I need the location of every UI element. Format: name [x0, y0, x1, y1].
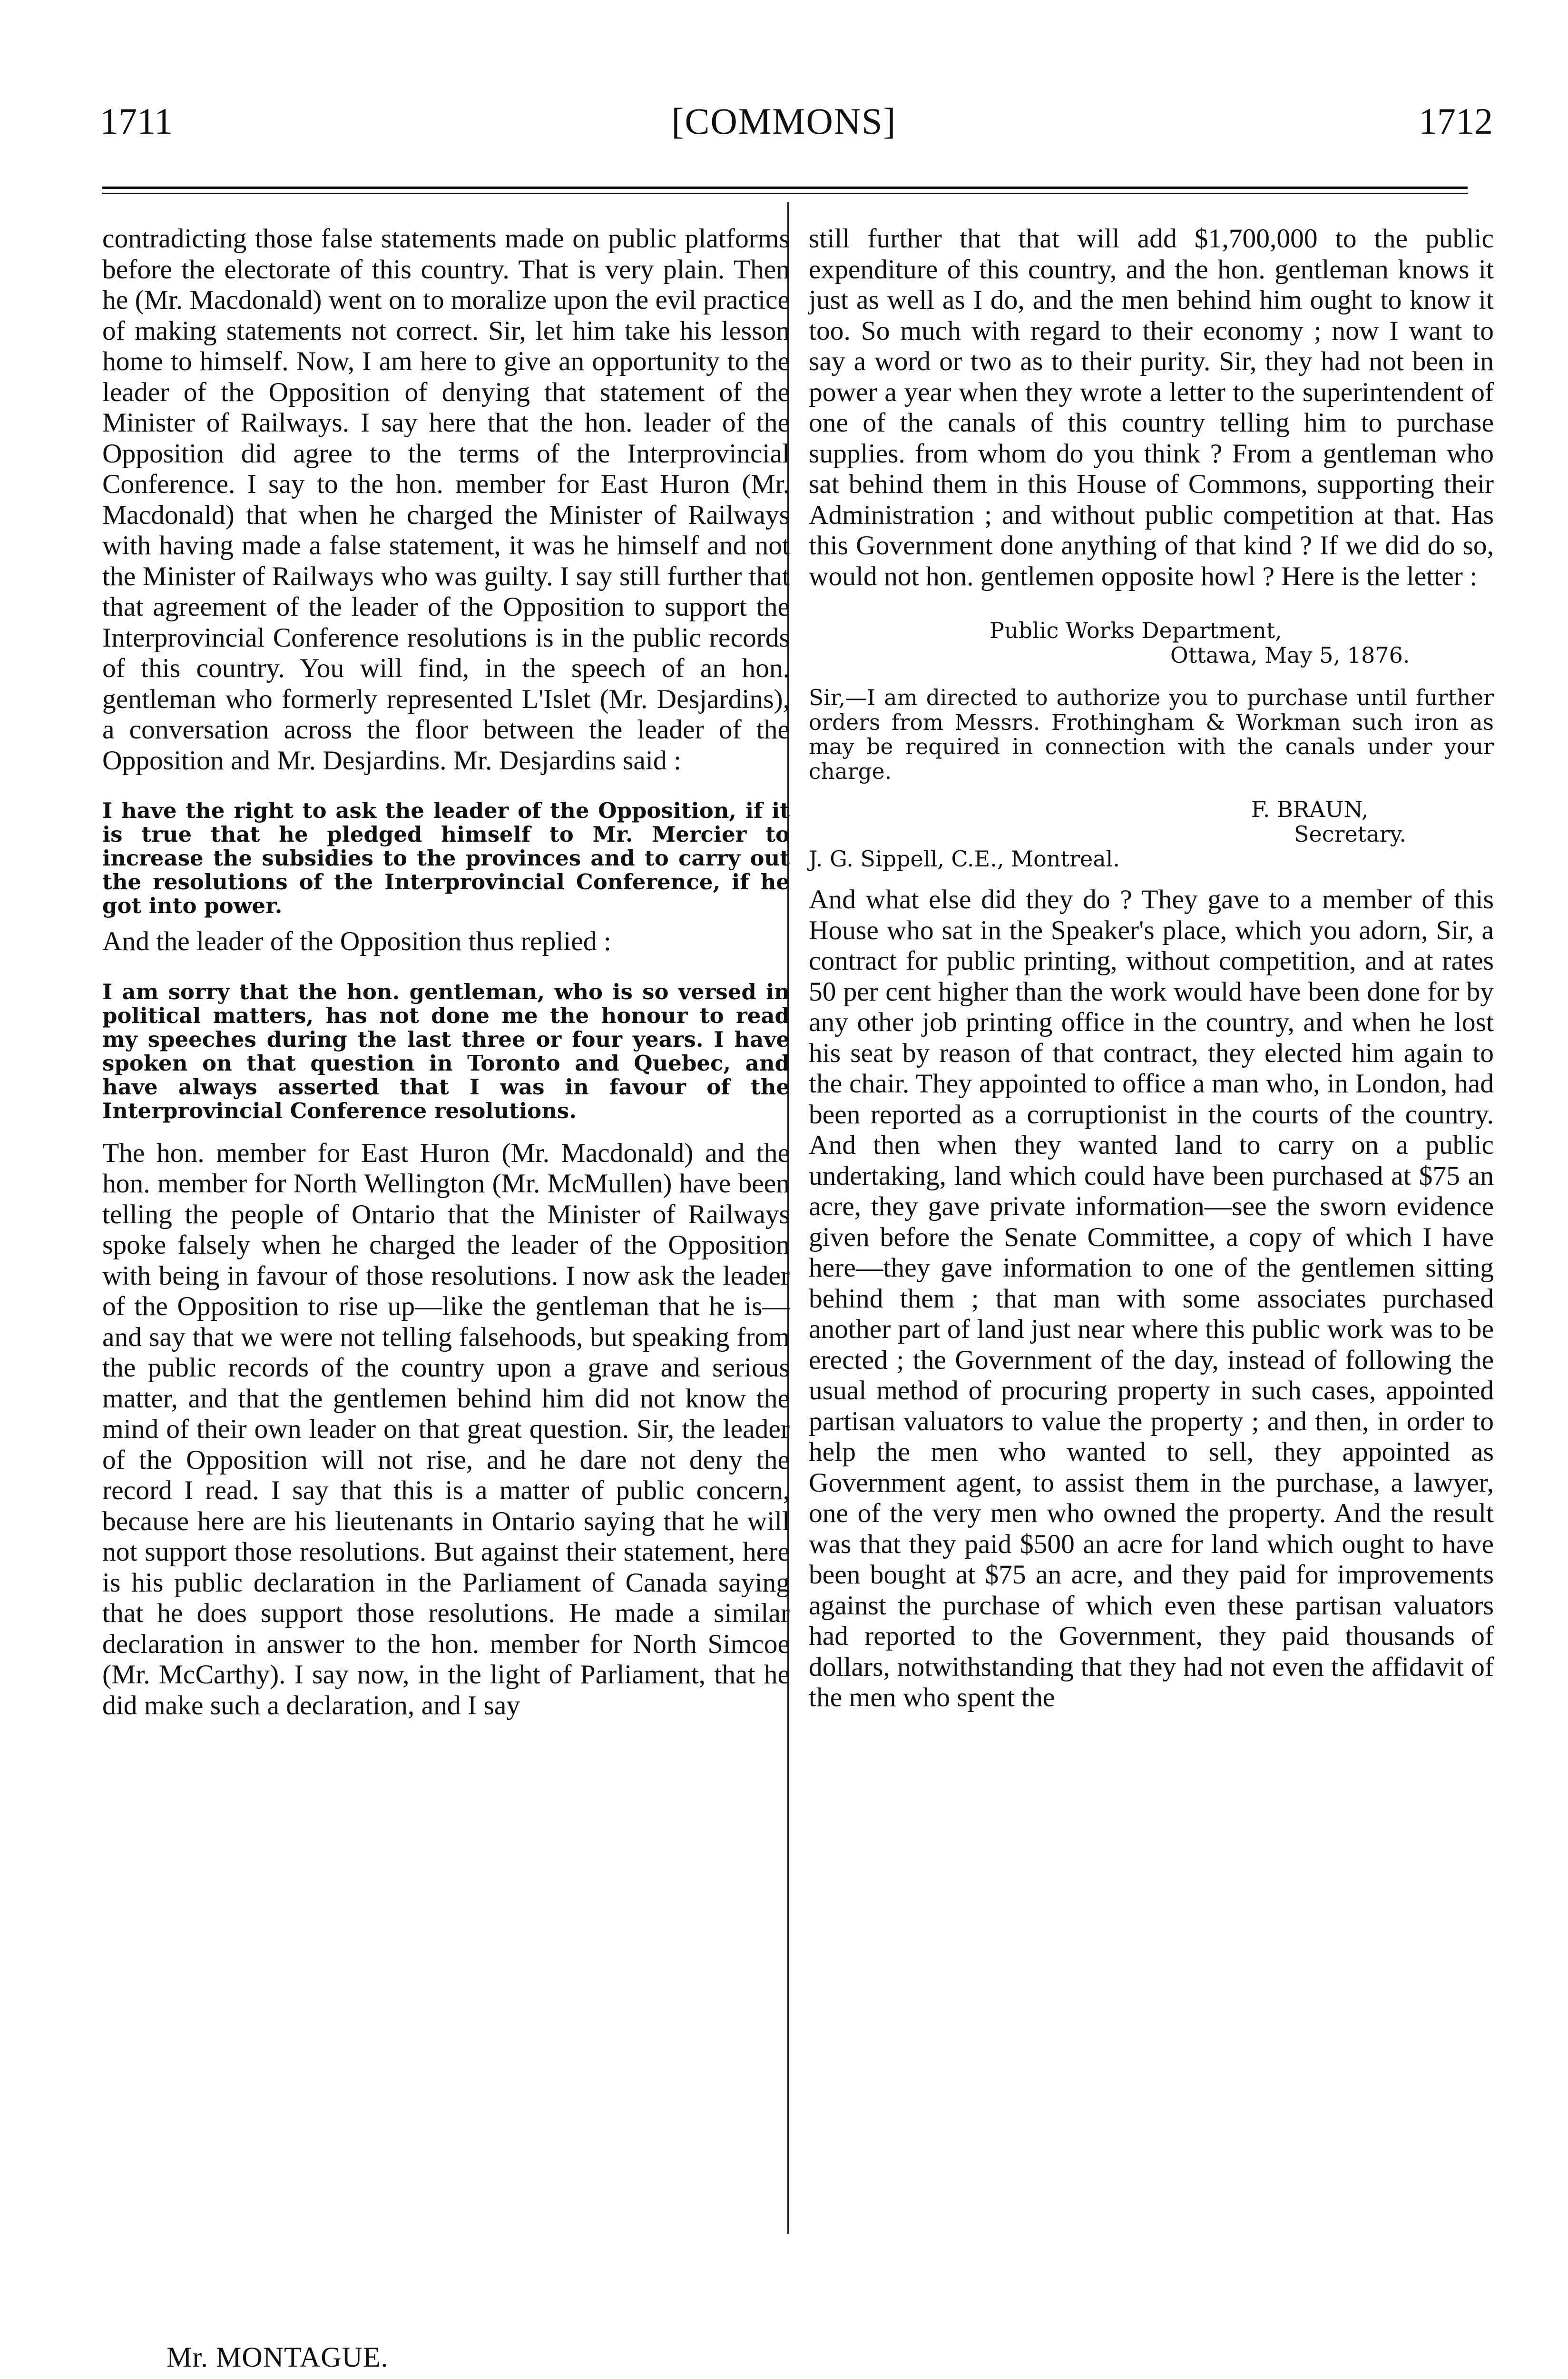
speech-paragraph: And the leader of the Opposition thus replied :: [102, 926, 611, 956]
left-column: [102, 224, 790, 1721]
speech-paragraph: contradicting those false statements made on public platforms before the electorate of this country. That is very plain. Then he (Mr. Macdonald) went on to moralize upon the evil practice of making statements not correct. Sir, let him take his lesson home to himself. Now, I am here to give an opportunity to the leader of the Opposition of denying that statement of the Minister of Railways. I say here that the hon. leader of the Opposition did agree to the terms of the Interprovincial Conference. I say to the hon. member for East Huron (Mr. Macdonald) that when he charged the Minister of Railways with having made a false statement, it was he himself and not the Minister of Railways who was guilty. I say still further that that agreement of the leader of the Opposition to support the Interprovincial Conference resolutions is in the public records of this country. You will find, in the speech of an hon. gentleman who formerly represented L'Islet (Mr. Desjardins), a conversation across the floor between the leader of the Opposition and Mr. Desjardins. Mr. Desjardins said :: [102, 224, 790, 776]
letter-addressee: J. G. Sippell, C.E., Montreal.: [809, 846, 1120, 872]
quoted-passage: I am sorry that the hon. gentleman, who is so versed in political matters, has not done me the honour to read my speeches during the last three or four years. I have spoken on that question in Toronto and Quebec, and have always asserted that I was in favour of the Interprovincial Conference resolutions.: [102, 979, 790, 1123]
header-rule-thin: [102, 193, 1468, 194]
running-header: [0, 100, 1568, 152]
right-column: [809, 224, 1494, 1713]
letter-signature-title: Secretary.: [1294, 821, 1407, 847]
letter-body: Sir,—I am directed to authorize you to purchase until further orders from Messrs. Frothingham & Workman such iron as may be required in connection with the canals under your charge.: [809, 685, 1494, 784]
letter-signature-name: F. BRAUN,: [1251, 796, 1369, 822]
running-title: [COMMONS]: [671, 100, 897, 142]
letter-department: Public Works Department,: [990, 618, 1282, 643]
letter-place-date: Ottawa, May 5, 1876.: [1170, 642, 1410, 668]
quoted-passage: I have the right to ask the leader of the Opposition, if it is true that he pledged himself to Mr. Mercier to increase the subsidies to the provinces and to carry out the resolutions of the Interprovincial Conference, if he got into power.: [102, 798, 790, 918]
speech-paragraph: The hon. member for East Huron (Mr. Macdonald) and the hon. member for North Wellington (Mr. McMullen) have been telling the people of Ontario that the Minister of Railways spoke falsely when he charged the leader of the Opposition with being in favour of those resolutions. I now ask the leader of the Opposition to rise up—like the gentleman that he is—and say that we were not telling falsehoods, but speaking from the public records of the country upon a grave and serious matter, and that the gentlemen behind him did not know the mind of their own leader on that great question. Sir, the leader of the Opposition will not rise, and he dare not deny the record I read. I say that this is a matter of public concern, because here are his lieutenants in Ontario saying that he will not support those resolutions. But against their statement, here is his public declaration in the Parliament of Canada saying that he does support those resolutions. He made a similar declaration in answer to the hon. member for North Simcoe (Mr. McCarthy). I say now, in the light of Parliament, that he did make such a declaration, and I say: [102, 1138, 790, 1720]
speech-paragraph: And what else did they do ? They gave to a member of this House who sat in the Speaker's place, which you adorn, Sir, a contract for public printing, without competition, and at rates 50 per cent higher than the work would have been done for by any other job printing office in the country, and when he lost his seat by reason of that contract, they elected him again to the chair. They appointed to office a man who, in London, had been reported as a corruptionist in the courts of the country. And then when they wanted land to carry on a public undertaking, land which could have been purchased at $75 an acre, they gave private information—see the sworn evidence given before the Senate Committee, a copy of which I have here—they gave information to one of the gentlemen sitting behind them ; that man with some associates purchased another part of land just near where this public work was to be erected ; the Government of the day, instead of following the usual method of procuring property in such cases, appointed partisan valuators to value the property ; and then, in order to help the men who wanted to sell, they appointed as Government agent, to assist them in the purchase, a lawyer, one of the very men who owned the property. And the result was that they paid $500 an acre for land which ought to have been bought at $75 an acre, and they paid for improvements against the purchase of which even these partisan valuators had reported to the Government, they paid thousands of dollars, notwithstanding that they had not even the affidavit of the men who spent the: [809, 885, 1494, 1712]
speaker-name: Mr. MONTAGUE.: [167, 2341, 389, 2373]
page-number-left: 1711: [100, 100, 173, 142]
header-rule-thick: [102, 187, 1468, 189]
page-number-right: 1712: [1419, 100, 1493, 142]
speech-paragraph: still further that that will add $1,700,000 to the public expenditure of this country, and the hon. gentleman knows it just as well as I do, and the men behind him ought to know it too. So much with regard to their economy ; now I want to say a word or two as to their purity. Sir, they had not been in power a year when they wrote a letter to the superintendent of one of the canals of this country telling him to purchase supplies. from whom do you think ? From a gentleman who sat behind them in this House of Commons, supporting their Administration ; and without public competition at that. Has this Government done anything of that kind ? If we did do so, would not hon. gentlemen opposite howl ? Here is the letter :: [809, 224, 1494, 591]
